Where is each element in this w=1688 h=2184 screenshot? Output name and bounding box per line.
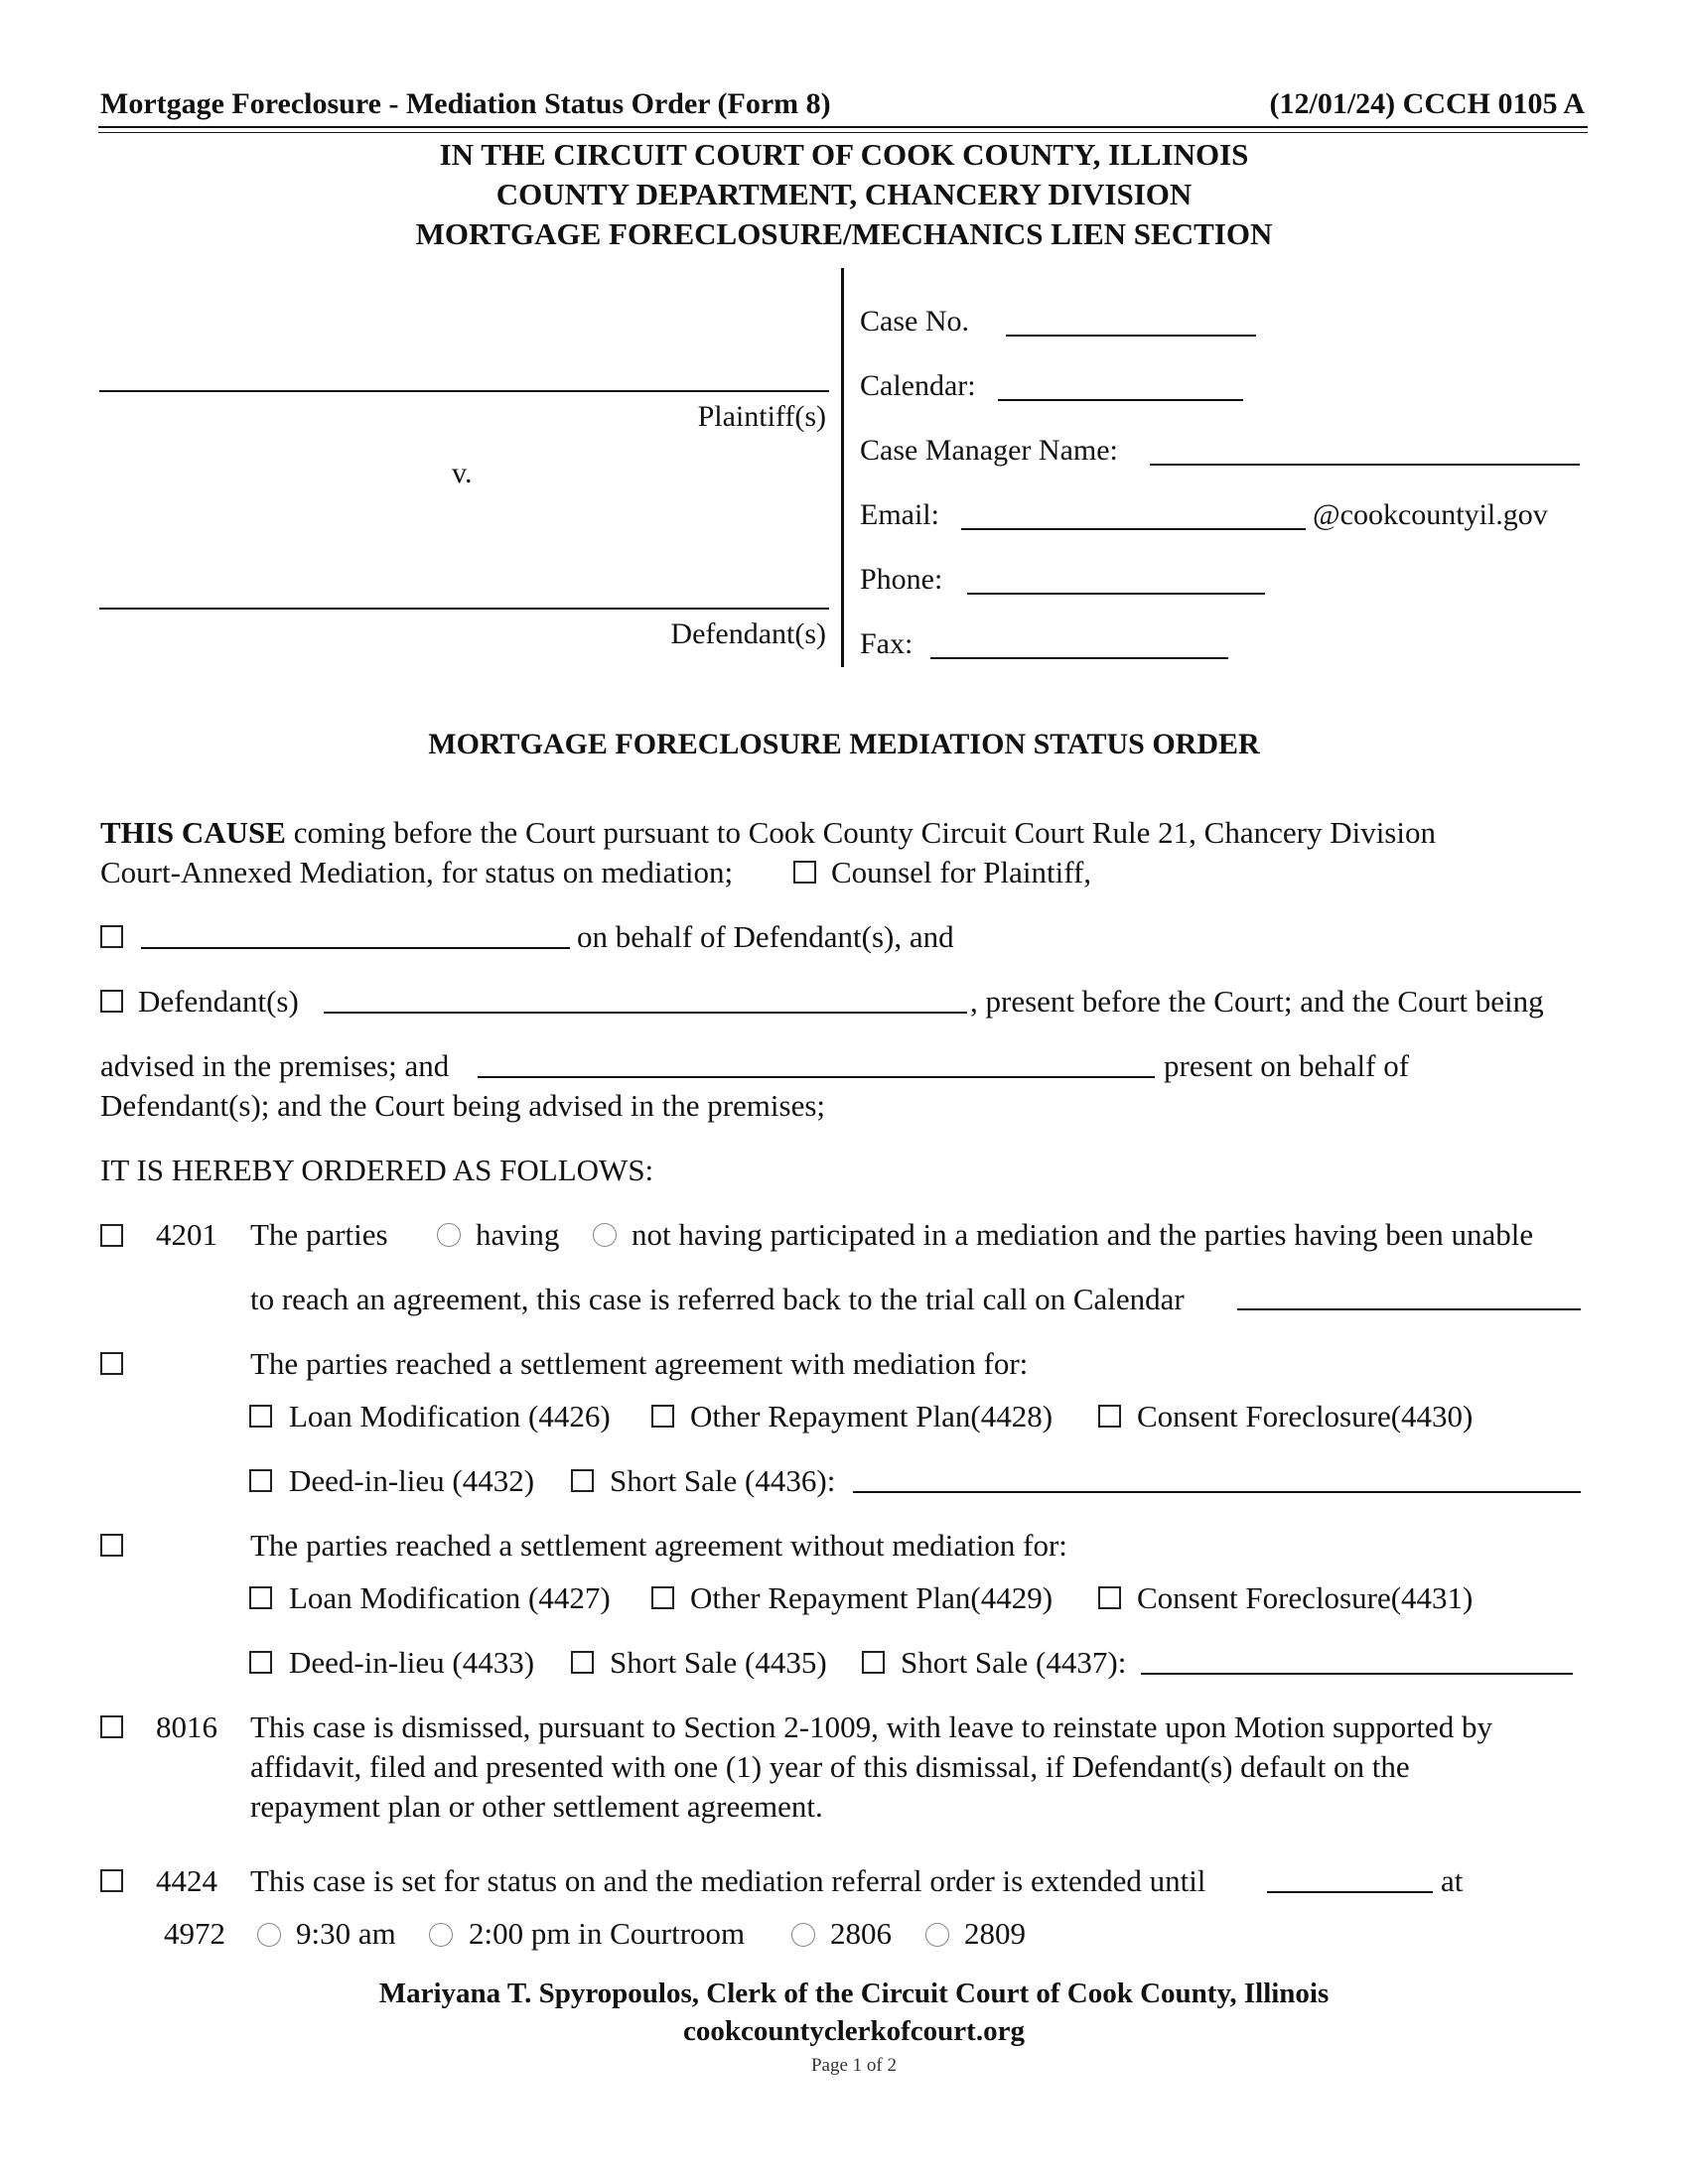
without-mediation-opt3: Consent Foreclosure(4431) <box>1137 1580 1474 1615</box>
item-4424-code: 4424 <box>156 1863 217 1898</box>
header-rule-bottom <box>98 132 1588 133</box>
item-4201-checkbox[interactable] <box>100 1224 123 1247</box>
clerk-name: Mariyana T. Spyropoulos, Clerk of the Circuit Court of Cook County, Illinois <box>378 1978 1330 2009</box>
room-2809-label: 2809 <box>964 1916 1026 1951</box>
present-behalf-label: present on behalf of <box>1164 1048 1410 1083</box>
without-mediation-text: The parties reached a settlement agreement without mediation for: <box>250 1528 1067 1563</box>
item-4201-code: 4201 <box>156 1217 217 1252</box>
case-manager-field[interactable] <box>1150 444 1580 466</box>
email-domain: @cookcountyil.gov <box>1313 498 1548 531</box>
fax-label: Fax: <box>860 627 914 660</box>
with-mediation-short-sale-field[interactable] <box>853 1471 1581 1493</box>
item-4201-text-b: to reach an agreement, this case is referred back to the trial call on Calendar <box>250 1282 1185 1316</box>
ordered-heading: IT IS HEREBY ORDERED AS FOLLOWS: <box>100 1153 654 1187</box>
not-having-label: not having participated in a mediation and the parties having been unable <box>632 1217 1534 1252</box>
extended-until-date-field[interactable] <box>1267 1871 1433 1893</box>
without-mediation-checkbox[interactable] <box>100 1534 123 1557</box>
without-mediation-opt2-checkbox[interactable] <box>651 1586 674 1609</box>
item-8016-code: 8016 <box>156 1709 217 1744</box>
present-behalf-field[interactable] <box>478 1056 1155 1078</box>
time-200-label: 2:00 pm in Courtroom <box>469 1916 746 1951</box>
header-rule-top <box>98 126 1588 128</box>
with-mediation-opt5: Short Sale (4436): <box>610 1463 836 1498</box>
defendants-advised: Defendant(s); and the Court being advised in the premises; <box>100 1088 826 1123</box>
case-no-label: Case No. <box>860 305 969 338</box>
on-behalf-label: on behalf of Defendant(s), and <box>577 919 954 954</box>
item-4424-text: This case is set for status on and the mediation referral order is extended until <box>250 1863 1206 1898</box>
item-4424-checkbox[interactable] <box>100 1869 123 1892</box>
item-4201-text-a: The parties <box>250 1217 388 1252</box>
item-4972-code: 4972 <box>164 1916 225 1951</box>
order-title: MORTGAGE FORECLOSURE MEDIATION STATUS ORDER <box>428 728 1260 760</box>
counsel-plaintiff-checkbox[interactable] <box>793 861 816 884</box>
email-label: Email: <box>860 498 939 531</box>
having-radio[interactable] <box>437 1223 461 1247</box>
form-code: (12/01/24) CCCH 0105 A <box>1269 87 1585 120</box>
with-mediation-opt1-checkbox[interactable] <box>249 1405 272 1428</box>
form-title: Mortgage Foreclosure - Mediation Status Order (Form 8) <box>100 87 831 120</box>
defendant-line[interactable] <box>99 608 829 610</box>
counsel-plaintiff-label: Counsel for Plaintiff, <box>831 855 1092 889</box>
with-mediation-opt3: Consent Foreclosure(4430) <box>1137 1399 1474 1433</box>
caption-divider <box>841 268 844 667</box>
room-2806-label: 2806 <box>830 1916 892 1951</box>
with-mediation-text: The parties reached a settlement agreement with mediation for: <box>250 1346 1029 1381</box>
email-field[interactable] <box>961 508 1306 530</box>
defendants-present-checkbox[interactable] <box>100 990 123 1013</box>
without-mediation-opt4-checkbox[interactable] <box>249 1651 272 1674</box>
with-mediation-opt3-checkbox[interactable] <box>1098 1405 1121 1428</box>
time-200-radio[interactable] <box>429 1923 453 1947</box>
phone-label: Phone: <box>860 563 943 596</box>
clerk-website: cookcountyclerkofcourt.org <box>683 2015 1025 2047</box>
versus-label: v. <box>452 457 473 489</box>
time-930-label: 9:30 am <box>296 1916 396 1951</box>
defendants-label: Defendant(s) <box>138 984 299 1019</box>
court-line3: MORTGAGE FORECLOSURE/MECHANICS LIEN SECTION <box>415 216 1273 251</box>
calendar-referral-field[interactable] <box>1237 1289 1581 1310</box>
page-number: Page 1 of 2 <box>810 2055 897 2076</box>
item-8016-checkbox[interactable] <box>100 1715 123 1738</box>
having-label: having <box>476 1217 560 1252</box>
without-mediation-opt5: Short Sale (4435) <box>610 1645 827 1680</box>
with-mediation-opt4: Deed-in-lieu (4432) <box>289 1463 535 1498</box>
counsel-defendant-checkbox[interactable] <box>100 925 123 948</box>
preamble-line2: Court-Annexed Mediation, for status on mediation; <box>100 855 734 889</box>
without-mediation-opt6: Short Sale (4437): <box>901 1645 1127 1680</box>
without-mediation-opt6-checkbox[interactable] <box>862 1651 885 1674</box>
plaintiff-line[interactable] <box>99 390 829 392</box>
with-mediation-opt4-checkbox[interactable] <box>249 1469 272 1492</box>
without-mediation-opt2: Other Repayment Plan(4429) <box>690 1580 1054 1615</box>
advised-label: advised in the premises; and <box>100 1048 450 1083</box>
with-mediation-opt5-checkbox[interactable] <box>571 1469 594 1492</box>
with-mediation-checkbox[interactable] <box>100 1352 123 1375</box>
item-8016-line2: affidavit, filed and presented with one (1) year of this dismissal, if Defendant(s) default on the <box>250 1749 1410 1784</box>
plaintiff-label: Plaintiff(s) <box>697 400 826 433</box>
with-mediation-opt1: Loan Modification (4426) <box>289 1399 611 1433</box>
defendant-label: Defendant(s) <box>670 617 826 650</box>
court-line2: COUNTY DEPARTMENT, CHANCERY DIVISION <box>495 177 1193 211</box>
room-2809-radio[interactable] <box>925 1923 949 1947</box>
without-mediation-opt3-checkbox[interactable] <box>1098 1586 1121 1609</box>
case-manager-label: Case Manager Name: <box>860 434 1118 467</box>
with-mediation-opt2: Other Repayment Plan(4428) <box>690 1399 1054 1433</box>
at-label: at <box>1441 1863 1464 1898</box>
phone-field[interactable] <box>967 573 1265 595</box>
present-before-label: , present before the Court; and the Court being <box>970 984 1544 1019</box>
without-mediation-opt4: Deed-in-lieu (4433) <box>289 1645 535 1680</box>
time-930-radio[interactable] <box>257 1923 281 1947</box>
room-2806-radio[interactable] <box>791 1923 815 1947</box>
without-mediation-short-sale-field[interactable] <box>1141 1653 1573 1675</box>
preamble-line1-rest: coming before the Court pursuant to Cook County Circuit Court Rule 21, Chancery Division <box>293 815 1436 850</box>
this-cause: THIS CAUSE <box>100 815 286 850</box>
court-line1: IN THE CIRCUIT COURT OF COOK COUNTY, ILLINOIS <box>439 137 1249 172</box>
case-no-field[interactable] <box>1006 315 1256 337</box>
calendar-field[interactable] <box>998 379 1243 401</box>
item-8016-line3: repayment plan or other settlement agreement. <box>250 1789 823 1824</box>
without-mediation-opt1-checkbox[interactable] <box>249 1586 272 1609</box>
without-mediation-opt1: Loan Modification (4427) <box>289 1580 611 1615</box>
item-8016-line1: This case is dismissed, pursuant to Section 2-1009, with leave to reinstate upon Motion supported by <box>250 1709 1493 1744</box>
without-mediation-opt5-checkbox[interactable] <box>571 1651 594 1674</box>
counsel-defendant-field[interactable] <box>141 927 570 949</box>
fax-field[interactable] <box>930 637 1228 659</box>
calendar-label: Calendar: <box>860 369 976 402</box>
not-having-radio[interactable] <box>593 1223 617 1247</box>
defendants-field[interactable] <box>324 992 967 1014</box>
preamble-line1 <box>100 815 1436 851</box>
with-mediation-opt2-checkbox[interactable] <box>651 1405 674 1428</box>
